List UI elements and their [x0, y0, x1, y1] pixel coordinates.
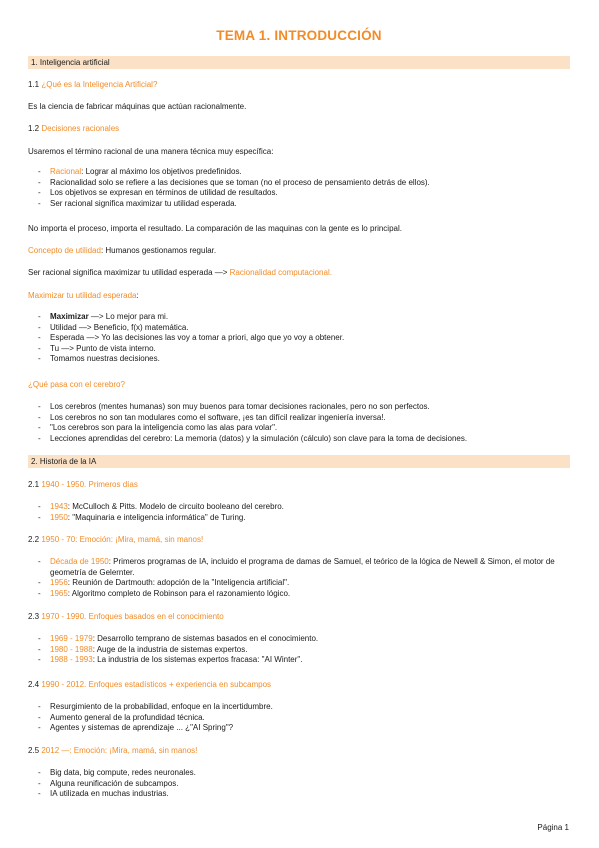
paragraph-intro: Usaremos el término racional de una manera técnica muy específica:	[28, 147, 274, 156]
list-item: - 1956: Reunión de Dartmouth: adopción de la "Inteligencia artificial".	[28, 578, 563, 589]
list-item: - Los cerebros (mentes humanas) son muy buenos para tomar decisiones racionales, pero no son perfectos.	[28, 402, 563, 413]
paragraph-maximizar: Maximizar tu utilidad esperada:	[28, 291, 139, 300]
list-item: - Los cerebros no son tan modulares como el software, ¡es tan difícil realizar ingeniería inversa!.	[28, 413, 563, 424]
list-item: - 1969 - 1979: Desarrollo temprano de sistemas basados en el conocimiento.	[28, 634, 563, 645]
list-item: - Maximizar —> Lo mejor para mi.	[28, 312, 563, 323]
list-item: - "Los cerebros son para la inteligencia como las alas para volar".	[28, 423, 563, 434]
list-item: - Big data, big compute, redes neuronales.	[28, 768, 563, 779]
list-item: - Agentes y sistemas de aprendizaje ... ¿"AI Spring"?	[28, 723, 563, 734]
list-item: - Ser racional significa maximizar tu utilidad esperada.	[28, 199, 563, 210]
list-item: - 1943: McCulloch & Pitts. Modelo de circuito booleano del cerebro.	[28, 502, 563, 513]
list-item: - Racional: Lograr al máximo los objetivos predefinidos.	[28, 167, 563, 178]
list-item: - Utilidad —> Beneficio, f(x) matemática.	[28, 323, 563, 334]
subsection-2-5: 2.5 2012 —: Emoción: ¡Mira, mamá, sin manos!	[28, 746, 198, 755]
list-item: - 1950: "Maquinaria e inteligencia informática" de Turing.	[28, 513, 563, 524]
subsection-2-3: 2.3 1970 - 1990. Enfoques basados en el conocimiento	[28, 612, 224, 621]
list-item: - Lecciones aprendidas del cerebro: La memoria (datos) y la simulación (cálculo) son clave para la toma de decisiones.	[28, 434, 563, 445]
period-5-list	[28, 768, 563, 800]
section-heading-1: 1. Inteligencia artificial	[28, 56, 570, 69]
paragraph-proceso: No importa el proceso, importa el resultado. La comparación de las maquinas con la gente es lo principal.	[28, 224, 402, 233]
list-item: - Tu —> Punto de vista interno.	[28, 344, 563, 355]
document-title: TEMA 1. INTRODUCCIÓN	[216, 28, 382, 43]
period-2-list	[28, 557, 563, 599]
page-number: Página 1	[537, 823, 569, 832]
cerebro-list	[28, 402, 563, 444]
subheading-cerebro: ¿Qué pasa con el cerebro?	[28, 380, 125, 389]
list-item: - IA utilizada en muchas industrias.	[28, 789, 563, 800]
list-item: - Resurgimiento de la probabilidad, enfoque en la incertidumbre.	[28, 702, 563, 713]
paragraph-definition: Es la ciencia de fabricar máquinas que actúan racionalmente.	[28, 102, 247, 111]
subsection-2-2: 2.2 1950 - 70: Emoción: ¡Mira, mamá, sin manos!	[28, 535, 204, 544]
list-item: - Aumento general de la profundidad técnica.	[28, 713, 563, 724]
period-1-list	[28, 502, 563, 523]
racional-list	[28, 167, 563, 209]
section-heading-2: 2. Historia de la IA	[28, 455, 570, 468]
list-item: - 1980 - 1988: Auge de la industria de sistemas expertos.	[28, 645, 563, 656]
period-3-list	[28, 634, 563, 666]
list-item: - Década de 1950: Primeros programas de IA, incluido el programa de damas de Samuel, el teórico de la lógica de Newell & Simon, el motor de geometría de Gelernter.	[28, 557, 563, 578]
paragraph-ser-racional: Ser racional significa maximizar tu utilidad esperada —> Racionalidad computacional.	[28, 268, 332, 277]
list-item: - Esperada —> Yo las decisiones las voy a tomar a priori, algo que yo voy a obtener.	[28, 333, 563, 344]
list-item: - Alguna reunificación de subcampos.	[28, 779, 563, 790]
maximizar-list	[28, 312, 563, 365]
list-item: - 1965: Algoritmo completo de Robinson para el razonamiento lógico.	[28, 589, 563, 600]
subsection-1-2: 1.2 Decisiones racionales	[28, 124, 120, 133]
period-4-list	[28, 702, 563, 734]
paragraph-concepto: Concepto de utilidad: Humanos gestionamos regular.	[28, 246, 217, 255]
subsection-2-1: 2.1 1940 - 1950. Primeros días	[28, 480, 138, 489]
list-item: - 1988 - 1993: La industria de los sistemas expertos fracasa: "AI Winter".	[28, 655, 563, 666]
list-item: - Racionalidad solo se refiere a las decisiones que se toman (no el proceso de pensamiento detrás de ellos).	[28, 178, 563, 189]
list-item: - Tomamos nuestras decisiones.	[28, 354, 563, 365]
subsection-1-1: 1.1 ¿Qué es la Inteligencia Artificial?	[28, 80, 158, 89]
subsection-2-4: 2.4 1990 - 2012. Enfoques estadísticos + experiencia en subcampos	[28, 680, 272, 689]
list-item: - Los objetivos se expresan en términos de utilidad de resultados.	[28, 188, 563, 199]
